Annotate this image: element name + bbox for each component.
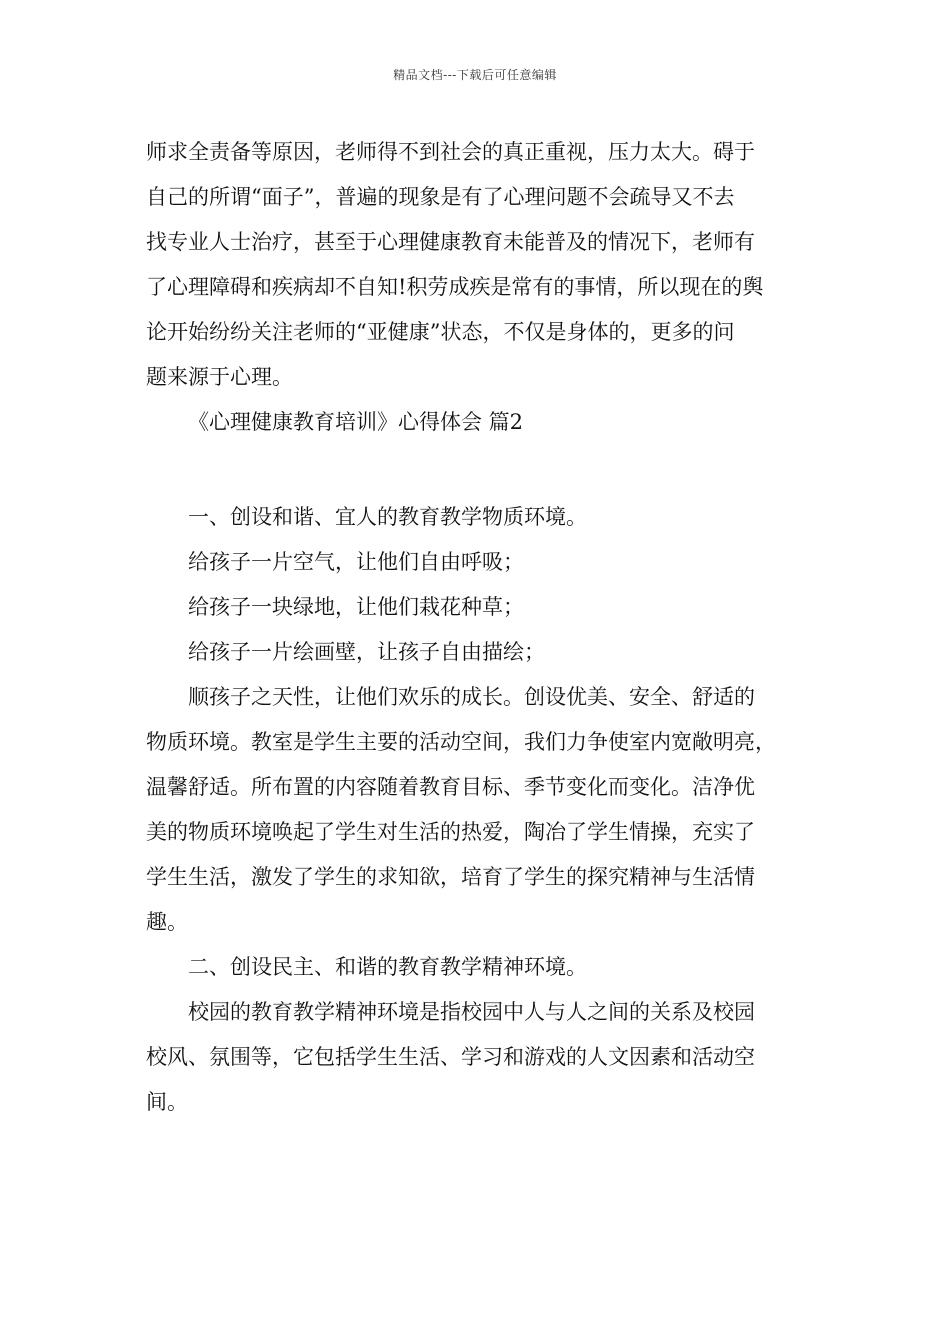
document-body	[146, 130, 816, 1125]
paragraph-line: 校园的教育教学精神环境是指校园中人与人之间的关系及校园	[188, 1000, 755, 1024]
paragraph-line: 美的物质环境唤起了学生对生活的热爱，陶冶了学生情操，充实了	[146, 820, 755, 844]
paragraph-line: 间。	[146, 1090, 188, 1114]
paragraph-line: 题来源于心理。	[146, 365, 293, 389]
paragraph-line: 自己的所谓“面子”，普遍的现象是有了心理问题不会疏导又不去	[146, 185, 735, 209]
list-item: 给孩子一片空气，让他们自由呼吸；	[188, 550, 524, 574]
heading-2: 二、创设民主、和谐的教育教学精神环境。	[188, 955, 587, 979]
heading-1: 一、创设和谐、宜人的教育教学物质环境。	[188, 505, 587, 529]
paragraph-1	[146, 130, 816, 400]
page-header: 精品文档---下载后可任意编辑	[393, 68, 557, 82]
paragraph-3	[146, 990, 816, 1125]
paragraph-line: 师求全责备等原因，老师得不到社会的真正重视，压力太大。碍于	[146, 140, 755, 164]
paragraph-line: 了心理障碍和疾病却不自知!积劳成疾是常有的事情，所以现在的舆	[146, 275, 764, 299]
list-item: 给孩子一片绘画壁，让孩子自由描绘；	[188, 640, 545, 664]
spacer	[146, 445, 816, 495]
paragraph-line: 趣。	[146, 910, 188, 934]
paragraph-line: 顺孩子之天性，让他们欢乐的成长。创设优美、安全、舒适的	[188, 685, 755, 709]
section-title: 《心理健康教育培训》心得体会 篇2	[188, 410, 524, 434]
paragraph-line: 物质环境。教室是学生主要的活动空间，我们力争使室内宽敞明亮，	[146, 730, 776, 754]
paragraph-2	[146, 675, 816, 945]
paragraph-line: 找专业人士治疗，甚至于心理健康教育未能普及的情况下，老师有	[146, 230, 755, 254]
paragraph-line: 校风、氛围等，它包括学生生活、学习和游戏的人文因素和活动空	[146, 1045, 755, 1069]
paragraph-line: 论开始纷纷关注老师的“亚健康”状态，不仅是身体的，更多的问	[146, 320, 735, 344]
paragraph-line: 学生生活，激发了学生的求知欲，培育了学生的探究精神与生活情	[146, 865, 755, 889]
paragraph-line: 温馨舒适。所布置的内容随着教育目标、季节变化而变化。洁净优	[146, 775, 755, 799]
list-item: 给孩子一块绿地，让他们栽花种草；	[188, 595, 524, 619]
